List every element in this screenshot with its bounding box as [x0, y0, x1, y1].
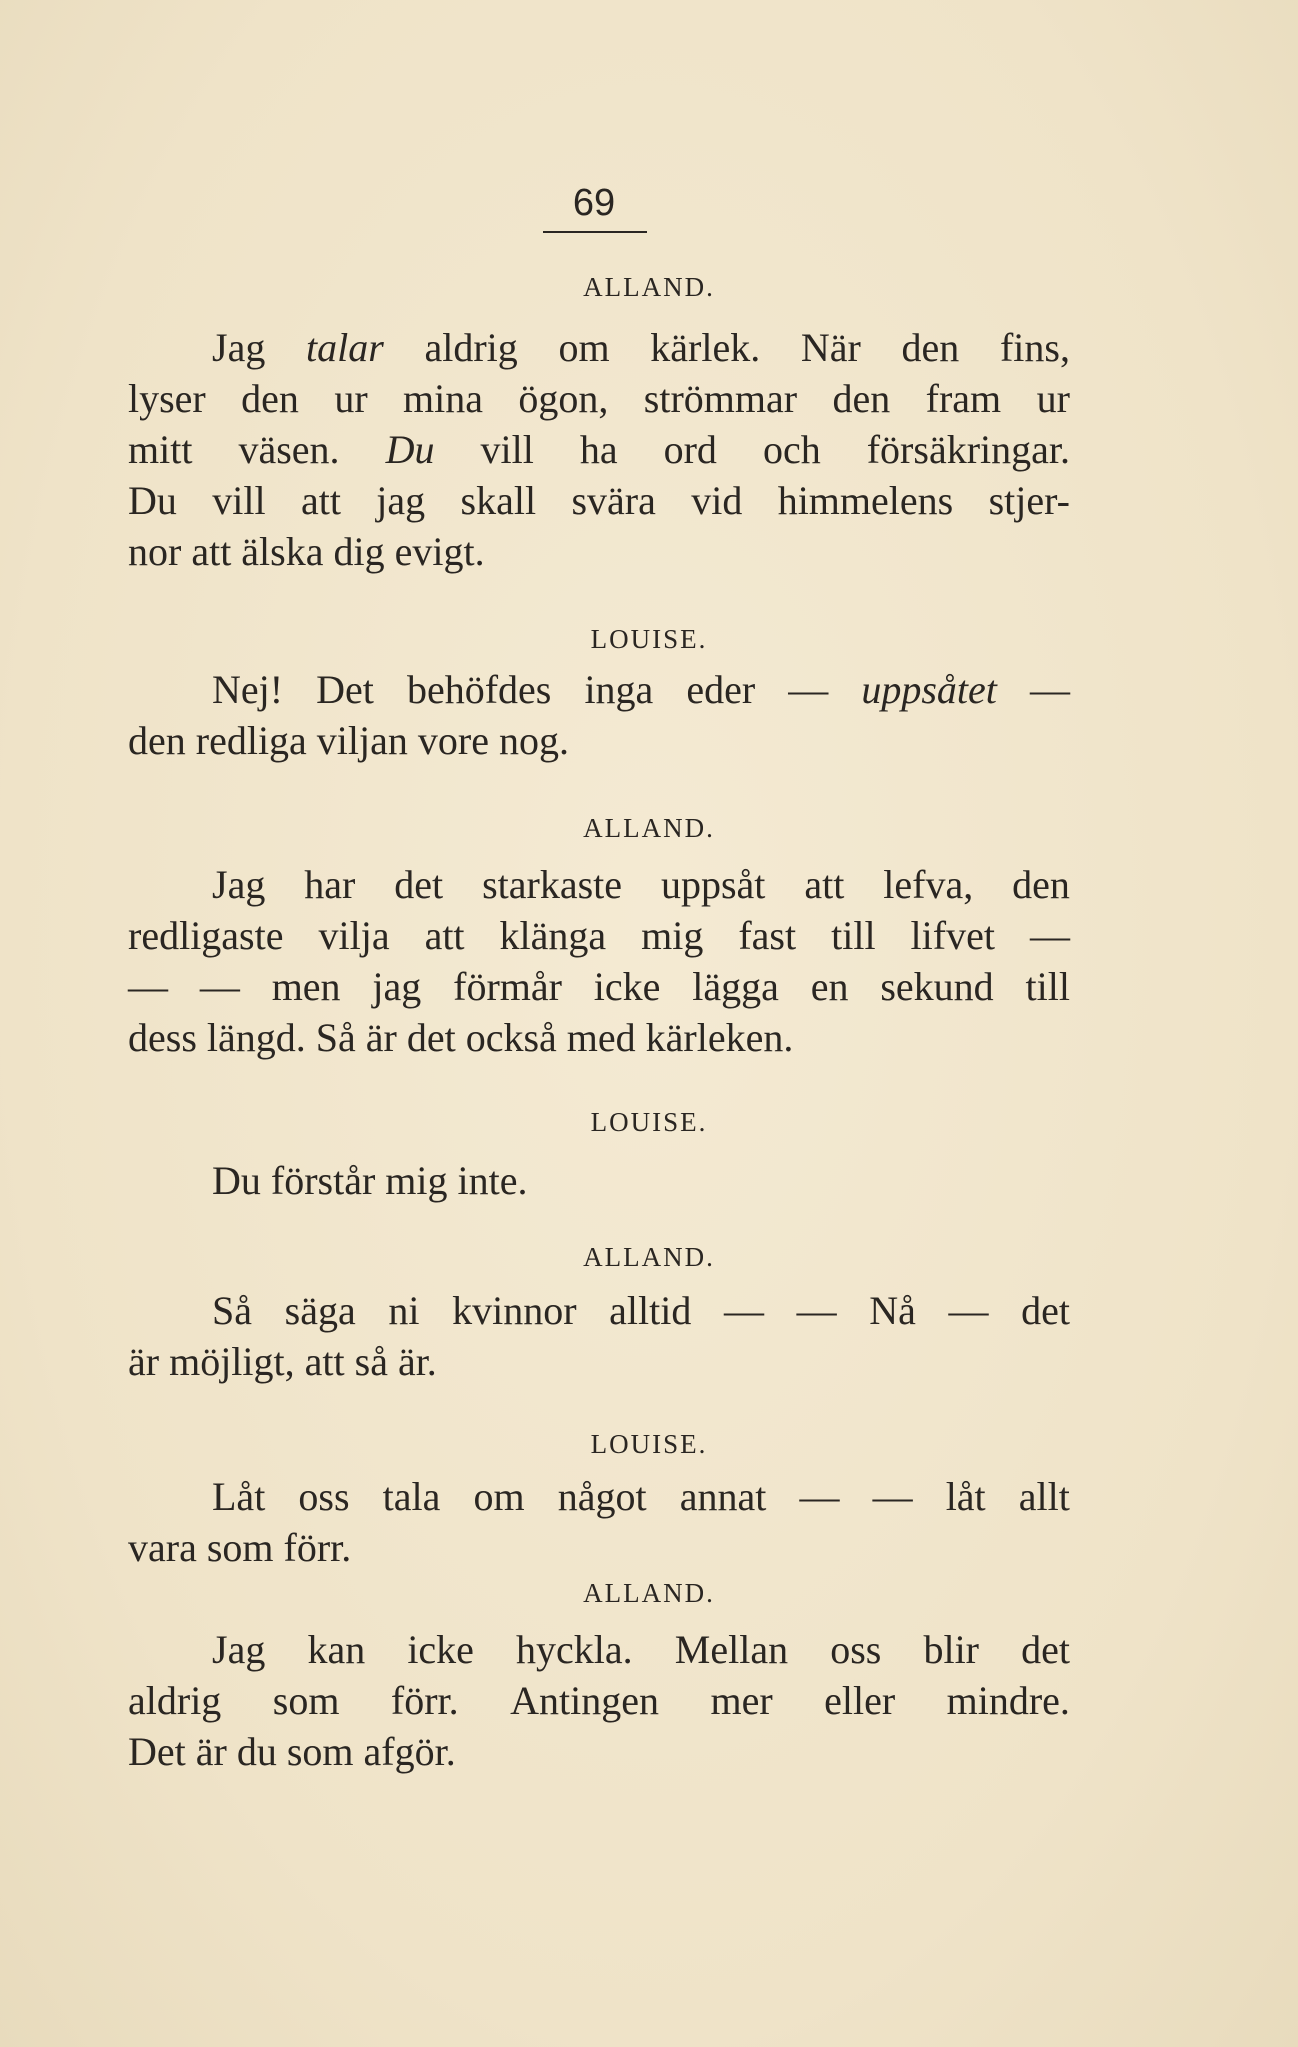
text-line: är möjligt, att så är. — [128, 1339, 437, 1384]
text-line: den redliga viljan vore nog. — [128, 718, 569, 763]
speaker-heading: LOUISE. — [590, 624, 708, 654]
speech-block — [128, 664, 1070, 766]
text-line: Så säga ni kvinnor alltid — — Nå — det — [212, 1288, 1070, 1333]
text-line: — — men jag förmår icke lägga en sekund till — [128, 964, 1070, 1009]
text-line: Jag har det starkaste uppsåt att lefva, den — [212, 862, 1070, 907]
page-number-rule — [543, 231, 647, 233]
text-line: lyser den ur mina ögon, strömmar den fram ur — [128, 376, 1070, 421]
text-line: Låt oss tala om något annat — — låt allt — [212, 1474, 1070, 1519]
speech-block — [128, 859, 1070, 1063]
speech-block — [128, 322, 1070, 577]
speaker-heading: LOUISE. — [590, 1107, 708, 1137]
text-line: dess längd. Så är det också med kärleken. — [128, 1015, 794, 1060]
speech-block — [128, 1155, 1070, 1206]
text-line: Det är du som afgör. — [128, 1729, 456, 1774]
text-line: Jag talar aldrig om kärlek. När den fins, — [212, 325, 1070, 370]
speaker-heading: ALLAND. — [583, 272, 715, 302]
text-line: redligaste vilja att klänga mig fast till lifvet — — [128, 913, 1070, 958]
text-line: mitt väsen. Du vill ha ord och försäkringar. — [128, 427, 1070, 472]
speaker-heading: ALLAND. — [583, 813, 715, 843]
text-line: Nej! Det behöfdes inga eder — uppsåtet — — [212, 667, 1070, 712]
speaker-heading: ALLAND. — [583, 1242, 715, 1272]
text-line: vara som förr. — [128, 1525, 352, 1570]
text-line: nor att älska dig evigt. — [128, 529, 485, 574]
text-line: Du vill att jag skall svära vid himmelens stjer- — [128, 478, 1070, 523]
speech-block — [128, 1471, 1070, 1573]
speaker-heading: LOUISE. — [590, 1429, 708, 1459]
speaker-heading: ALLAND. — [583, 1578, 715, 1608]
text-line: aldrig som förr. Antingen mer eller mindre. — [128, 1678, 1070, 1723]
speech-block — [128, 1285, 1070, 1387]
speech-block — [128, 1624, 1070, 1777]
text-line: Jag kan icke hyckla. Mellan oss blir det — [212, 1627, 1070, 1672]
page-number: 69 — [572, 182, 616, 224]
text-line: Du förstår mig inte. — [212, 1158, 528, 1203]
